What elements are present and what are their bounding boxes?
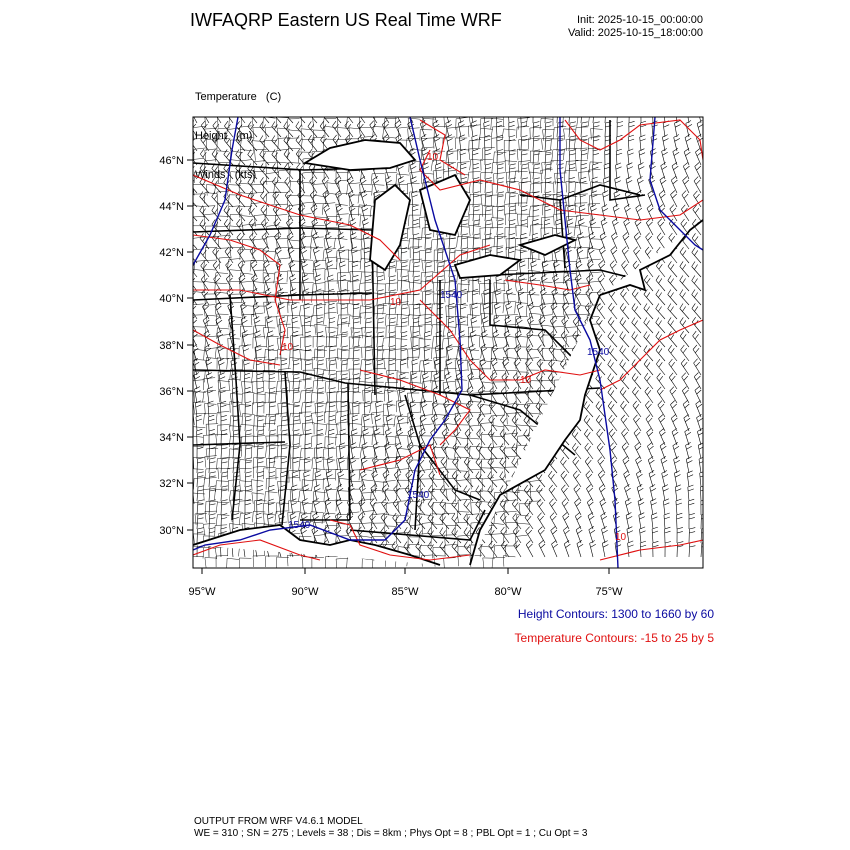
- temperature-contour-label: 10: [615, 532, 627, 543]
- height-contour-label: 1540: [407, 490, 430, 501]
- longitude-tick-label: 95°W: [188, 586, 216, 598]
- latitude-axis: [159, 155, 184, 537]
- county-boundaries: [190, 114, 603, 570]
- valid-time: Valid: 2025-10-15_18:00:00: [568, 27, 703, 39]
- height-contour-label: 1540: [440, 290, 463, 301]
- latitude-tick-label: 42°N: [159, 247, 184, 259]
- plot-title: IWFAQRP Eastern US Real Time WRF: [190, 10, 502, 30]
- model-info: [194, 816, 587, 840]
- field-temperature: Temperature (C): [195, 91, 282, 103]
- height-contour-legend: Height Contours: 1300 to 1660 by 60: [517, 607, 714, 621]
- temperature-contour-label: 10: [520, 375, 532, 386]
- model-version: OUTPUT FROM WRF V4.6.1 MODEL: [194, 816, 363, 827]
- temperature-contour-label: 10: [427, 152, 439, 163]
- latitude-tick-label: 40°N: [159, 293, 184, 305]
- longitude-axis: [188, 586, 623, 598]
- temperature-contour-label: 10: [390, 297, 402, 308]
- latitude-tick-label: 34°N: [159, 432, 184, 444]
- temperature-contour-legend: Temperature Contours: -15 to 25 by 5: [514, 631, 714, 645]
- temperature-contour-label: 10: [282, 342, 294, 353]
- height-contour-label: 1540: [288, 520, 311, 531]
- latitude-tick-label: 32°N: [159, 478, 184, 490]
- latitude-tick-label: 30°N: [159, 525, 184, 537]
- latitude-tick-label: 44°N: [159, 201, 184, 213]
- latitude-tick-label: 46°N: [159, 155, 184, 167]
- latitude-tick-label: 36°N: [159, 386, 184, 398]
- height-contour-label: 1540: [587, 347, 610, 358]
- latitude-tick-label: 38°N: [159, 340, 184, 352]
- init-time: Init: 2025-10-15_00:00:00: [577, 14, 703, 26]
- longitude-tick-label: 75°W: [595, 586, 623, 598]
- longitude-tick-label: 80°W: [494, 586, 522, 598]
- longitude-tick-label: 90°W: [291, 586, 319, 598]
- field-height: Height (m): [195, 130, 253, 142]
- field-winds: Winds (kts): [195, 169, 257, 181]
- coastlines: [193, 140, 703, 565]
- model-config: WE = 310 ; SN = 275 ; Levels = 38 ; Dis = 8km ; Phys Opt = 8 ; PBL Opt = 1 ; Cu Opt = 3: [194, 828, 588, 839]
- longitude-tick-label: 85°W: [391, 586, 419, 598]
